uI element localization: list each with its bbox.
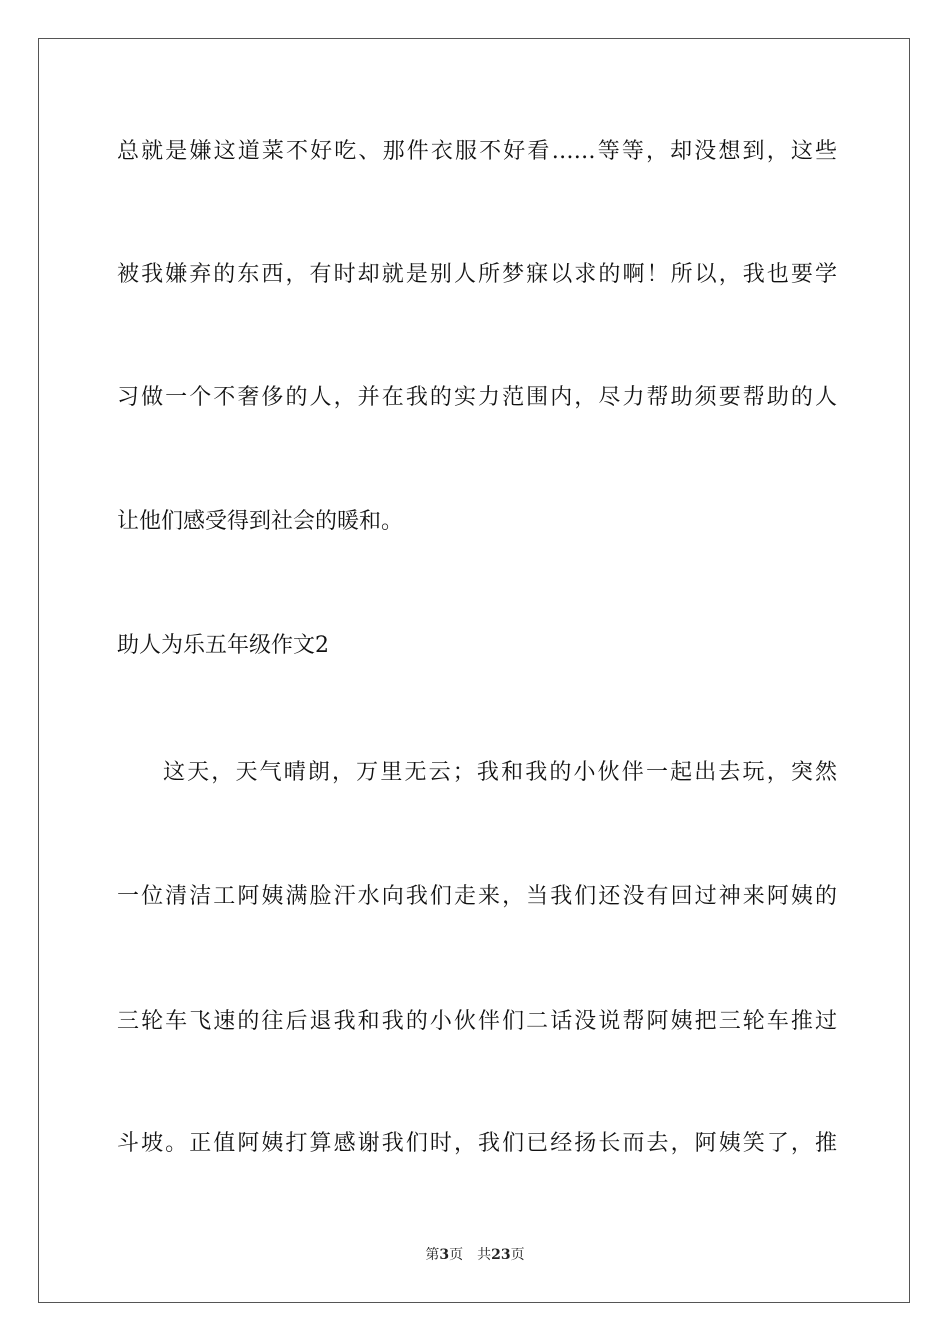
text-line: 三轮车飞速的往后退我和我的小伙伴们二话没说帮阿姨把三轮车推过: [117, 1009, 837, 1034]
text-line: 让他们感受得到社会的暖和。: [117, 509, 404, 534]
footer-page-current: 3: [439, 1247, 450, 1263]
text-line: 斗坡。正值阿姨打算感谢我们时，我们已经扬长而去，阿姨笑了，推: [117, 1131, 837, 1156]
footer-total-prefix: 共: [477, 1247, 492, 1263]
footer-page-total: 23: [491, 1247, 511, 1263]
text-line: 一位清洁工阿姨满脸汗水向我们走来，当我们还没有回过神来阿姨的: [117, 884, 837, 909]
text-line: 习做一个不奢侈的人，并在我的实力范围内，尽力帮助须要帮助的人: [117, 385, 837, 410]
text-line: 被我嫌弃的东西，有时却就是别人所梦寐以求的啊！所以，我也要学: [117, 262, 837, 287]
text-line: 这天，天气晴朗，万里无云；我和我的小伙伴一起出去玩，突然: [163, 760, 837, 785]
page-border: [38, 38, 910, 1303]
footer-page-suffix: 页: [449, 1247, 464, 1263]
text-line: 总就是嫌这道菜不好吃、那件衣服不好看……等等，却没想到，这些: [117, 139, 837, 164]
footer-page-prefix: 第: [425, 1247, 440, 1263]
footer-total-suffix: 页: [510, 1247, 525, 1263]
page-footer: [0, 1246, 950, 1264]
section-title: 助人为乐五年级作文2: [117, 633, 329, 658]
